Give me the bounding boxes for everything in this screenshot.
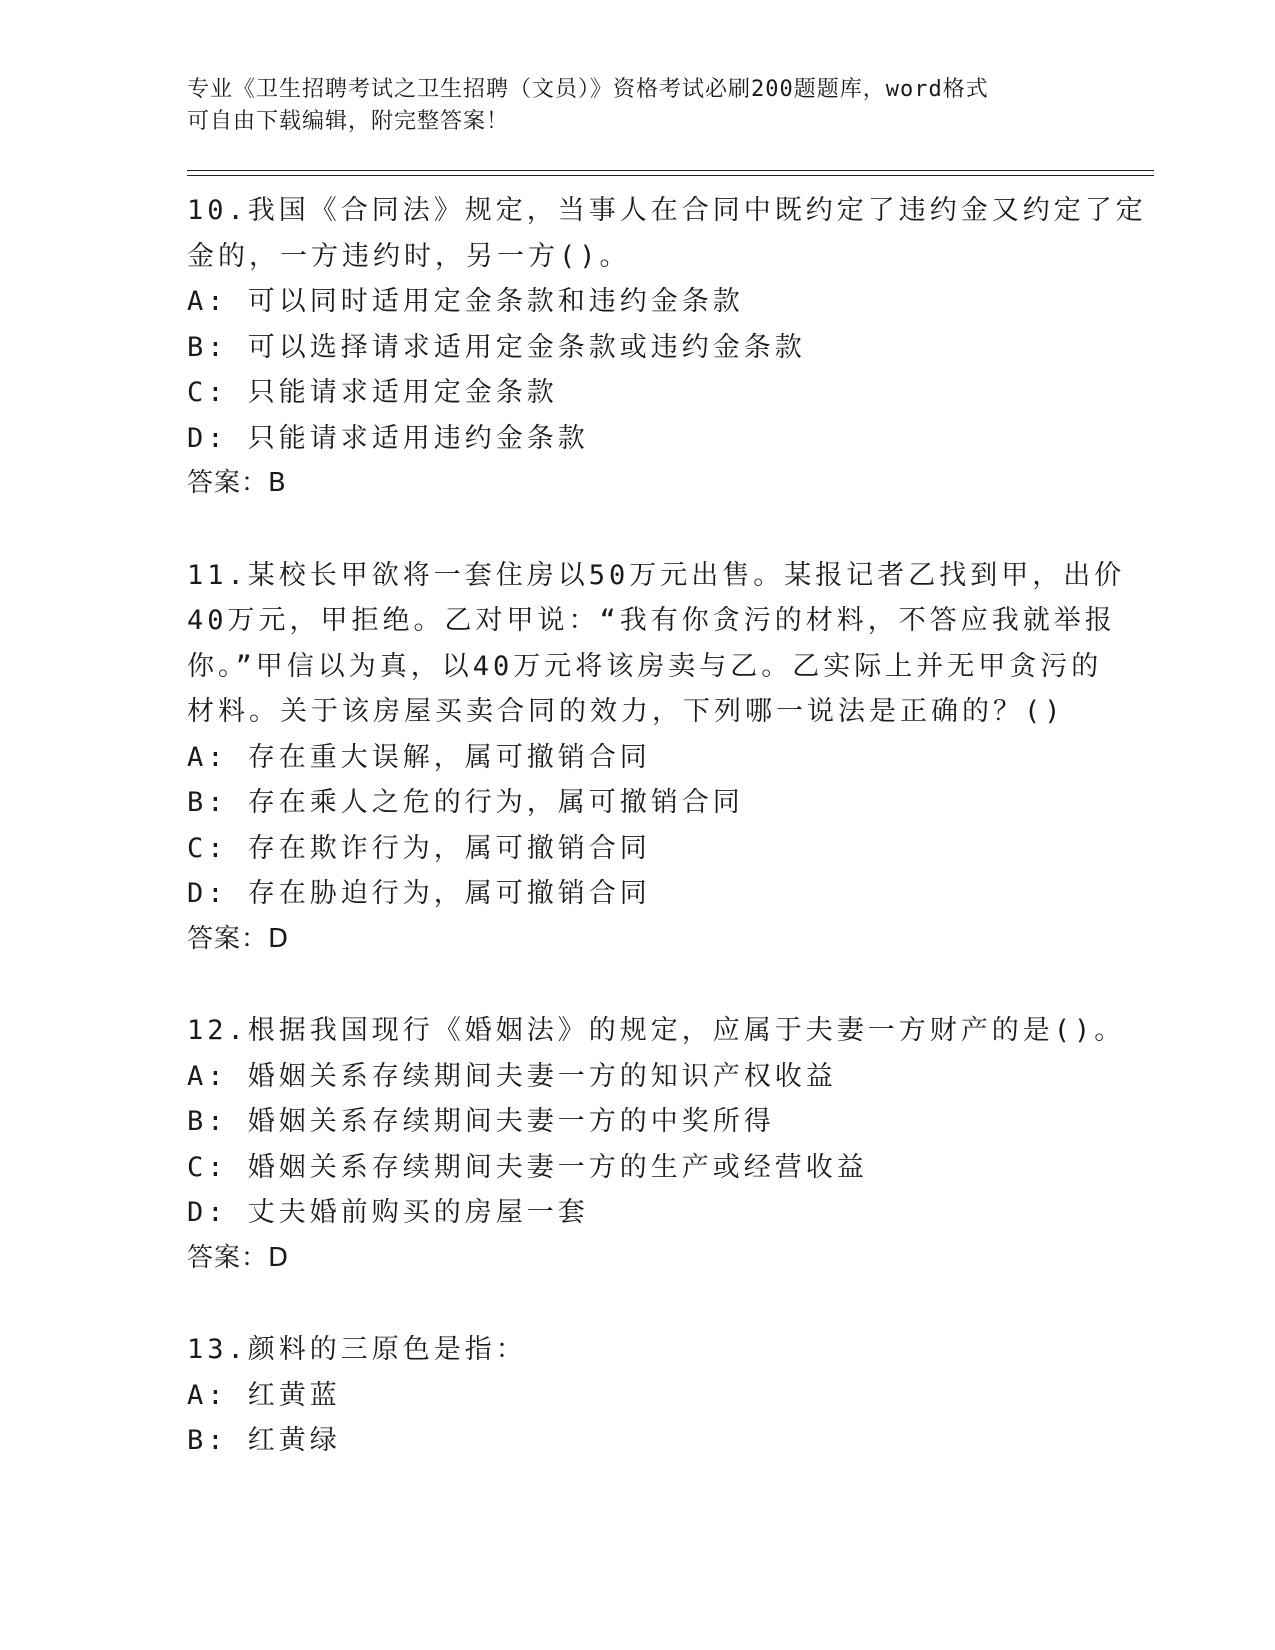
answer-option: C: 婚姻关系存续期间夫妻一方的生产或经营收益	[187, 1151, 868, 1183]
answer-option: C: 只能请求适用定金条款	[187, 377, 558, 408]
question-stem-line: 11.某校长甲欲将一套住房以50万元出售。某报记者乙找到甲，出价	[187, 559, 1126, 591]
document-header	[187, 74, 1067, 138]
answer-key: 答案：B	[187, 468, 287, 498]
question-block	[187, 188, 1147, 507]
answer-option: D: 存在胁迫行为，属可撤销合同	[187, 878, 651, 909]
answer-option: B: 婚姻关系存续期间夫妻一方的中奖所得	[187, 1106, 775, 1137]
header-line-2: 可自由下载编辑，附完整答案！	[187, 109, 510, 134]
answer-option: C: 存在欺诈行为，属可撤销合同	[187, 832, 651, 864]
question-block	[187, 1327, 1087, 1464]
answer-option: A: 存在重大误解，属可撤销合同	[187, 741, 651, 773]
answer-key: 答案：D	[187, 923, 290, 954]
question-stem-line: 10.我国《合同法》规定，当事人在合同中既约定了违约金又约定了定	[187, 195, 1147, 226]
question-list	[187, 188, 1147, 1510]
question-stem-line: 金的，一方违约时，另一方()。	[187, 240, 631, 272]
header-divider-top	[187, 170, 1154, 171]
header-line-1: 专业《卫生招聘考试之卫生招聘（文员）》资格考试必刷200题题库，word格式	[187, 77, 989, 102]
question-stem-line: 12.根据我国现行《婚姻法》的规定，应属于夫妻一方财产的是()。	[187, 1015, 1126, 1046]
question-block	[187, 1008, 1126, 1281]
answer-option: B: 存在乘人之危的行为，属可撤销合同	[187, 787, 744, 818]
answer-option: D: 丈夫婚前购买的房屋一套	[187, 1197, 589, 1228]
answer-option: A: 可以同时适用定金条款和违约金条款	[187, 286, 744, 317]
answer-option: A: 婚姻关系存续期间夫妻一方的知识产权收益	[187, 1060, 837, 1092]
answer-option: B: 可以选择请求适用定金条款或违约金条款	[187, 331, 806, 363]
answer-option: A: 红黄蓝	[187, 1379, 341, 1411]
question-stem-line: 13.颜料的三原色是指：	[187, 1334, 527, 1365]
question-stem-line: 材料。关于该房屋买卖合同的效力，下列哪一说法是正确的？()	[187, 696, 1065, 727]
answer-option: D: 只能请求适用违约金条款	[187, 422, 589, 454]
header-divider-bottom	[187, 175, 1154, 176]
question-stem-line: 40万元，甲拒绝。乙对甲说：“我有你贪污的材料，不答应我就举报	[187, 605, 1116, 636]
answer-key: 答案：D	[187, 1242, 290, 1273]
answer-option: B: 红黄绿	[187, 1425, 341, 1456]
question-block	[187, 553, 1126, 963]
question-stem-line: 你。”甲信以为真，以40万元将该房卖与乙。乙实际上并无甲贪污的	[187, 650, 1103, 682]
